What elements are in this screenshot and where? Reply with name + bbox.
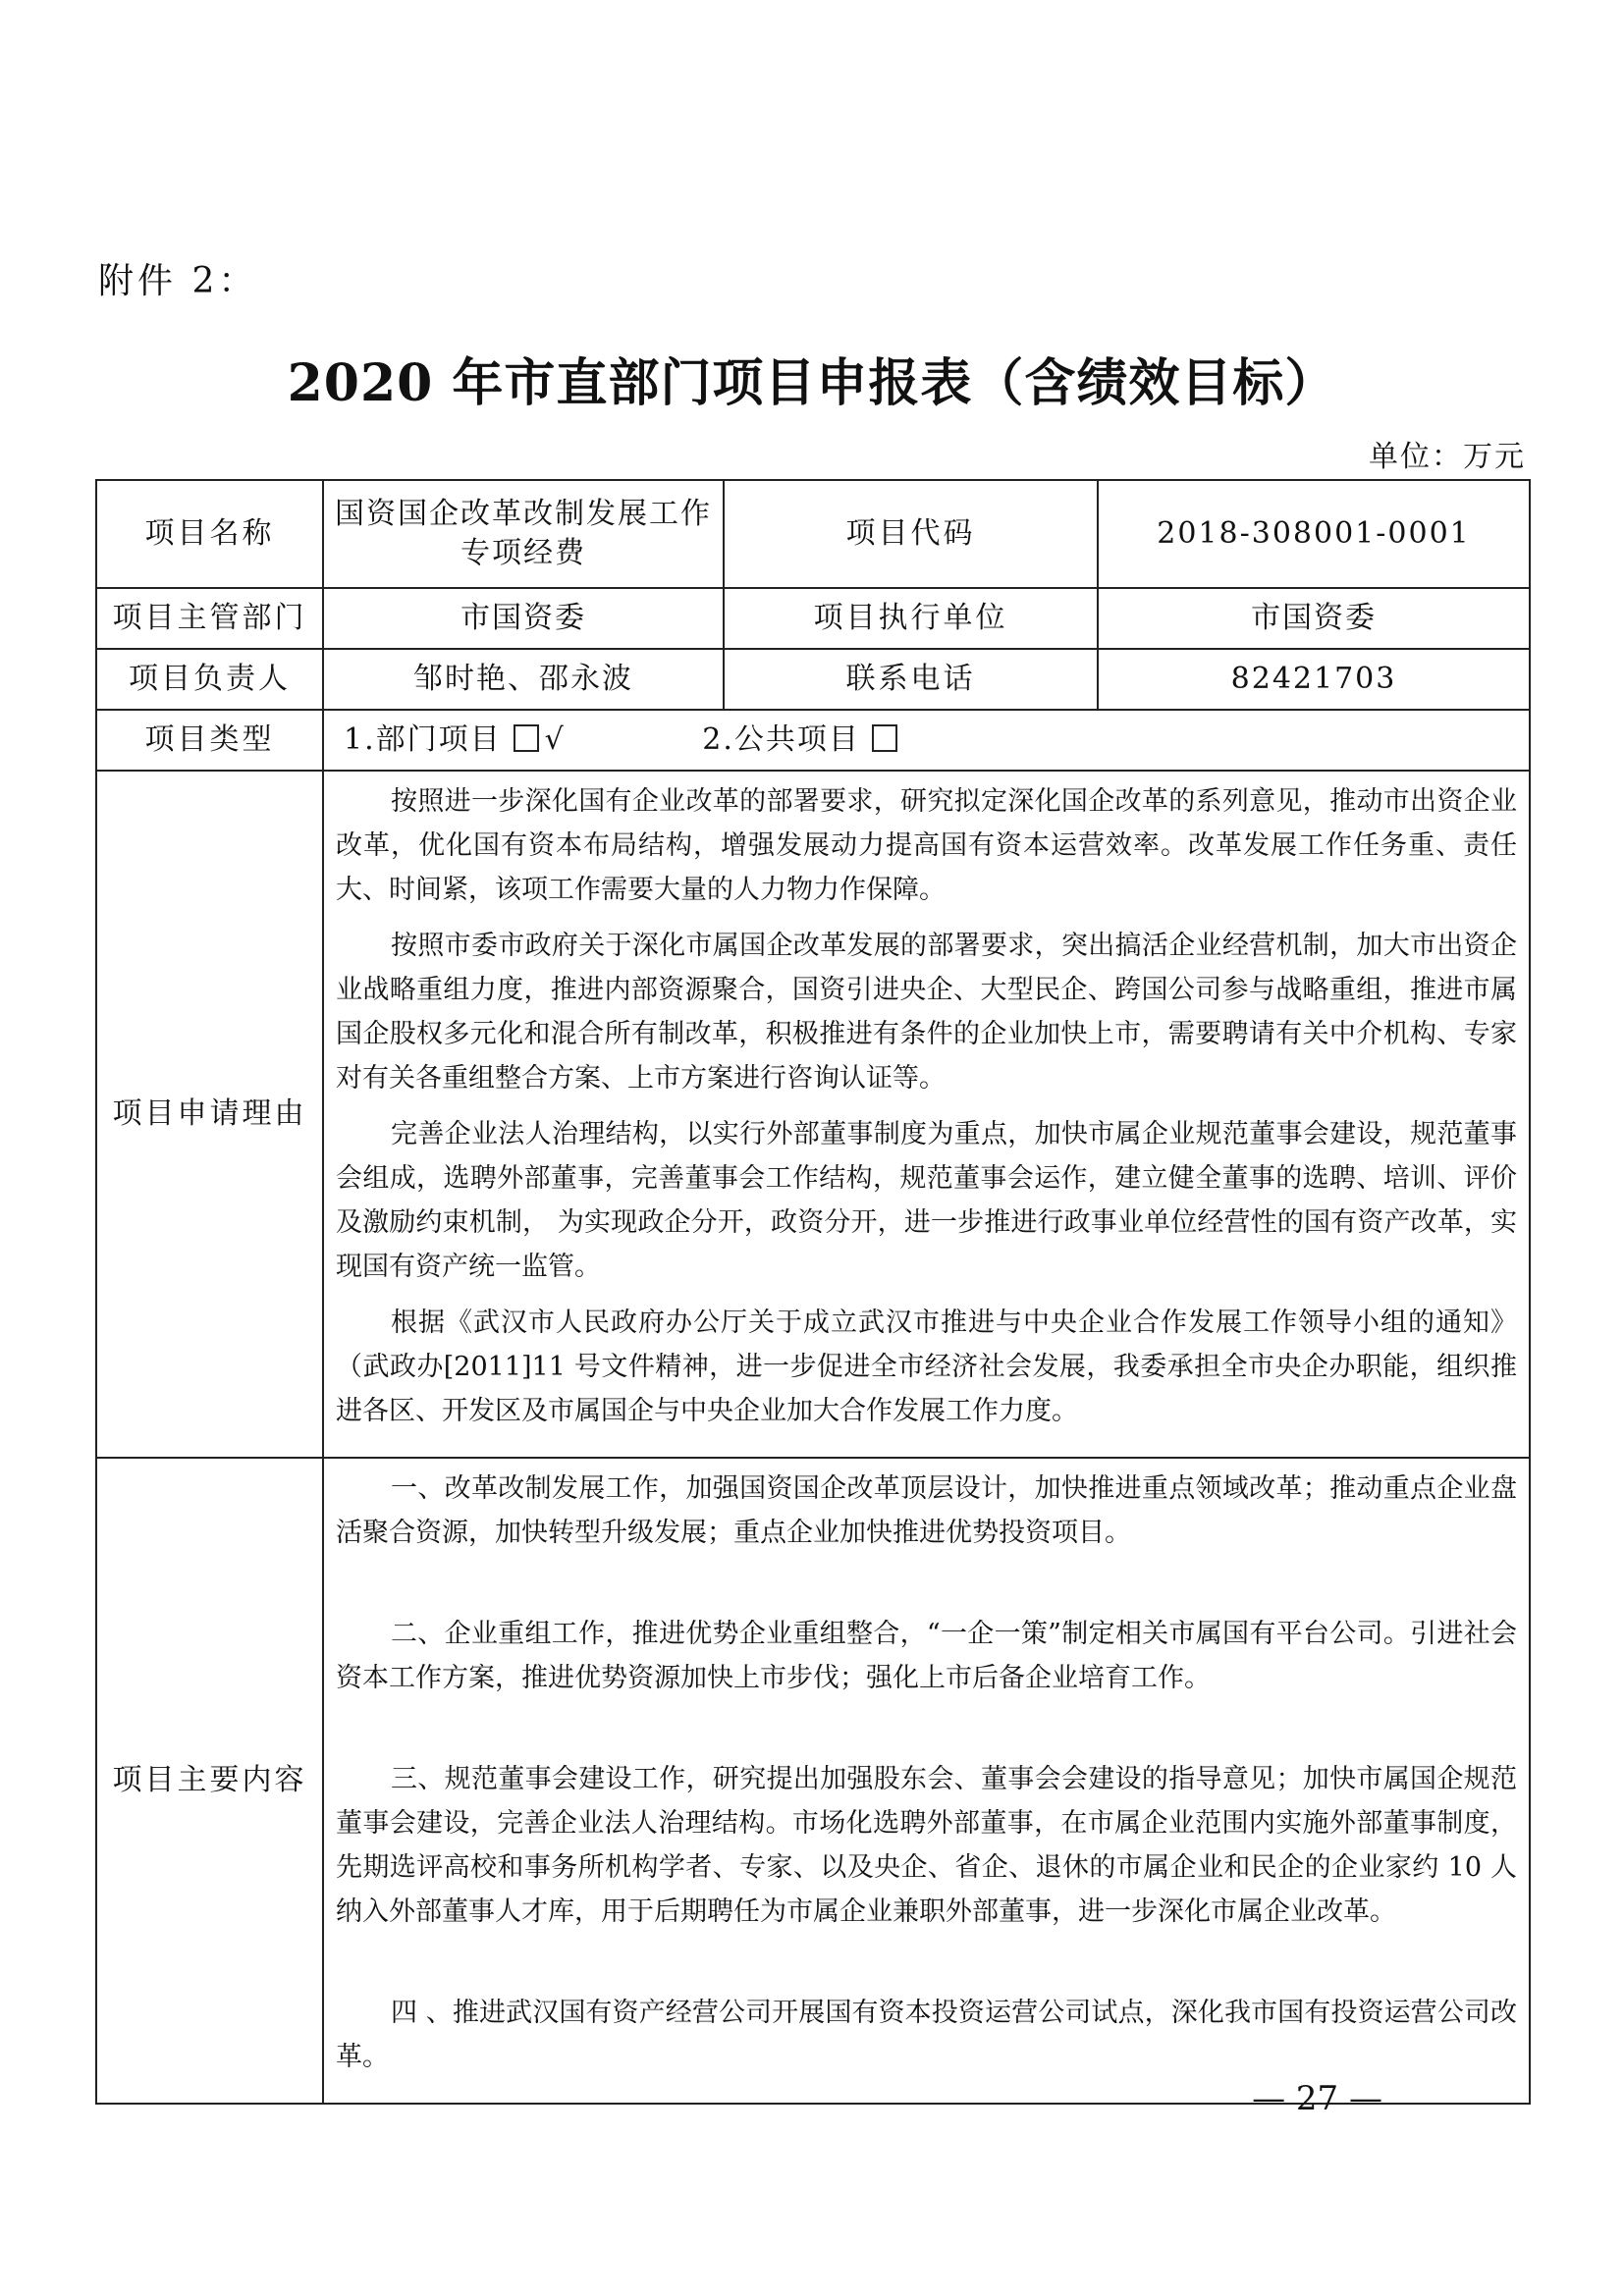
content-label: 项目主要内容 (96, 1458, 323, 2104)
reason-label: 项目申请理由 (96, 771, 323, 1458)
project-name-value: 国资国企改革改制发展工作专项经费 (323, 480, 724, 588)
content-paragraph: 一、改革改制发展工作，加强国资国企改革顶层设计，加快推进重点领域改革；推动重点企业盘活聚合资源，加快转型升级发展；重点企业加快推进优势投资项目。 (336, 1473, 1517, 1548)
main-content (323, 1458, 1530, 2104)
content-paragraph: 四 、推进武汉国有资产经营公司开展国有资本投资运营公司试点，深化我市国有投资运营公司改革。 (336, 1998, 1517, 2072)
content-paragraph: 二、企业重组工作，推进优势企业重组整合，“一企一策”制定相关市属国有平台公司。引进社会资本工作方案，推进优势资源加快上市步伐；强化上市后备企业培育工作。 (336, 1619, 1517, 1693)
checkbox-icon (872, 724, 897, 752)
leader-label: 项目负责人 (96, 649, 323, 710)
checkmark-icon: √ (544, 721, 566, 757)
reason-paragraph: 根据《武汉市人民政府办公厅关于成立武汉市推进与中央企业合作发展工作领导小组的通知》（武政办[2011]11 号文件精神，进一步促进全市经济社会发展，我委承担全市央企办职能，组织推进各区、开发区及市属国企与中央企业加大合作发展工作力度。 (336, 1308, 1517, 1426)
table-row (96, 649, 1530, 710)
table-row (96, 1458, 1530, 2104)
project-form-table (95, 479, 1531, 2105)
exec-value: 市国资委 (1098, 588, 1530, 649)
exec-label: 项目执行单位 (724, 588, 1098, 649)
leader-value: 邹时艳、邵永波 (323, 649, 724, 710)
reason-paragraph: 按照市委市政府关于深化市属国企改革发展的部署要求，突出搞活企业经营机制，加大市出资企业战略重组力度，推进内部资源聚合，国资引进央企、大型民企、跨国公司参与战略重组，推进市属国企股权多元化和混合所有制改革，积极推进有条件的企业加快上市，需要聘请有关中介机构、专家对有关各重组整合方案、上市方案进行咨询认证等。 (336, 931, 1517, 1094)
project-code-value: 2018-308001-0001 (1098, 480, 1530, 588)
type-options (323, 710, 1530, 771)
project-code-label: 项目代码 (724, 480, 1098, 588)
phone-label: 联系电话 (724, 649, 1098, 710)
page-number-text: — 27 — (1252, 2079, 1382, 2118)
table-row (96, 710, 1530, 771)
dept-label: 项目主管部门 (96, 588, 323, 649)
attachment-label: 附件 2： (98, 261, 258, 301)
table-row (96, 771, 1530, 1458)
reason-paragraph: 按照进一步深化国有企业改革的部署要求，研究拟定深化国企改革的系列意见，推动市出资企业改革，优化国有资本布局结构，增强发展动力提高国有资本运营效率。改革发展工作任务重、责任大、时间紧，该项工作需要大量的人力物力作保障。 (336, 786, 1517, 905)
type-option-public-label: 2.公共项目 (702, 721, 860, 757)
project-name-label: 项目名称 (96, 480, 323, 588)
document-title: 2020 年市直部门项目申报表（含绩效目标） (287, 353, 1337, 413)
content-paragraph: 三、规范董事会建设工作，研究提出加强股东会、董事会会建设的指导意见；加快市属国企规范董事会建设，完善企业法人治理结构。市场化选聘外部董事，在市属企业范围内实施外部董事制度，先期选评高校和事务所机构学者、专家、以及央企、省企、退休的市属企业和民企的企业家约 10 人纳入外部董事人才库，用于后期聘任为市属企业兼职外部董事，进一步深化市属企业改革。 (336, 1764, 1517, 1927)
page-number (0, 2079, 1624, 2118)
reason-content (323, 771, 1530, 1458)
table-row (96, 480, 1530, 588)
table-row (96, 588, 1530, 649)
type-label: 项目类型 (96, 710, 323, 771)
checkbox-icon (514, 724, 539, 752)
dept-value: 市国资委 (323, 588, 724, 649)
unit-label: 单位：万元 (1369, 440, 1526, 474)
type-option-dept (344, 721, 566, 761)
phone-value: 82421703 (1098, 649, 1530, 710)
type-option-dept-label: 1.部门项目 (344, 721, 502, 757)
reason-paragraph: 完善企业法人治理结构，以实行外部董事制度为重点，加快市属企业规范董事会建设，规范董事会组成，选聘外部董事，完善董事会工作结构，规范董事会运作，建立健全董事的选聘、培训、评价及激励约束机制， 为实现政企分开，政资分开，进一步推进行政事业单位经营性的国有资产改革，实现国有资产统一监管。 (336, 1119, 1517, 1282)
type-option-public (702, 721, 903, 761)
